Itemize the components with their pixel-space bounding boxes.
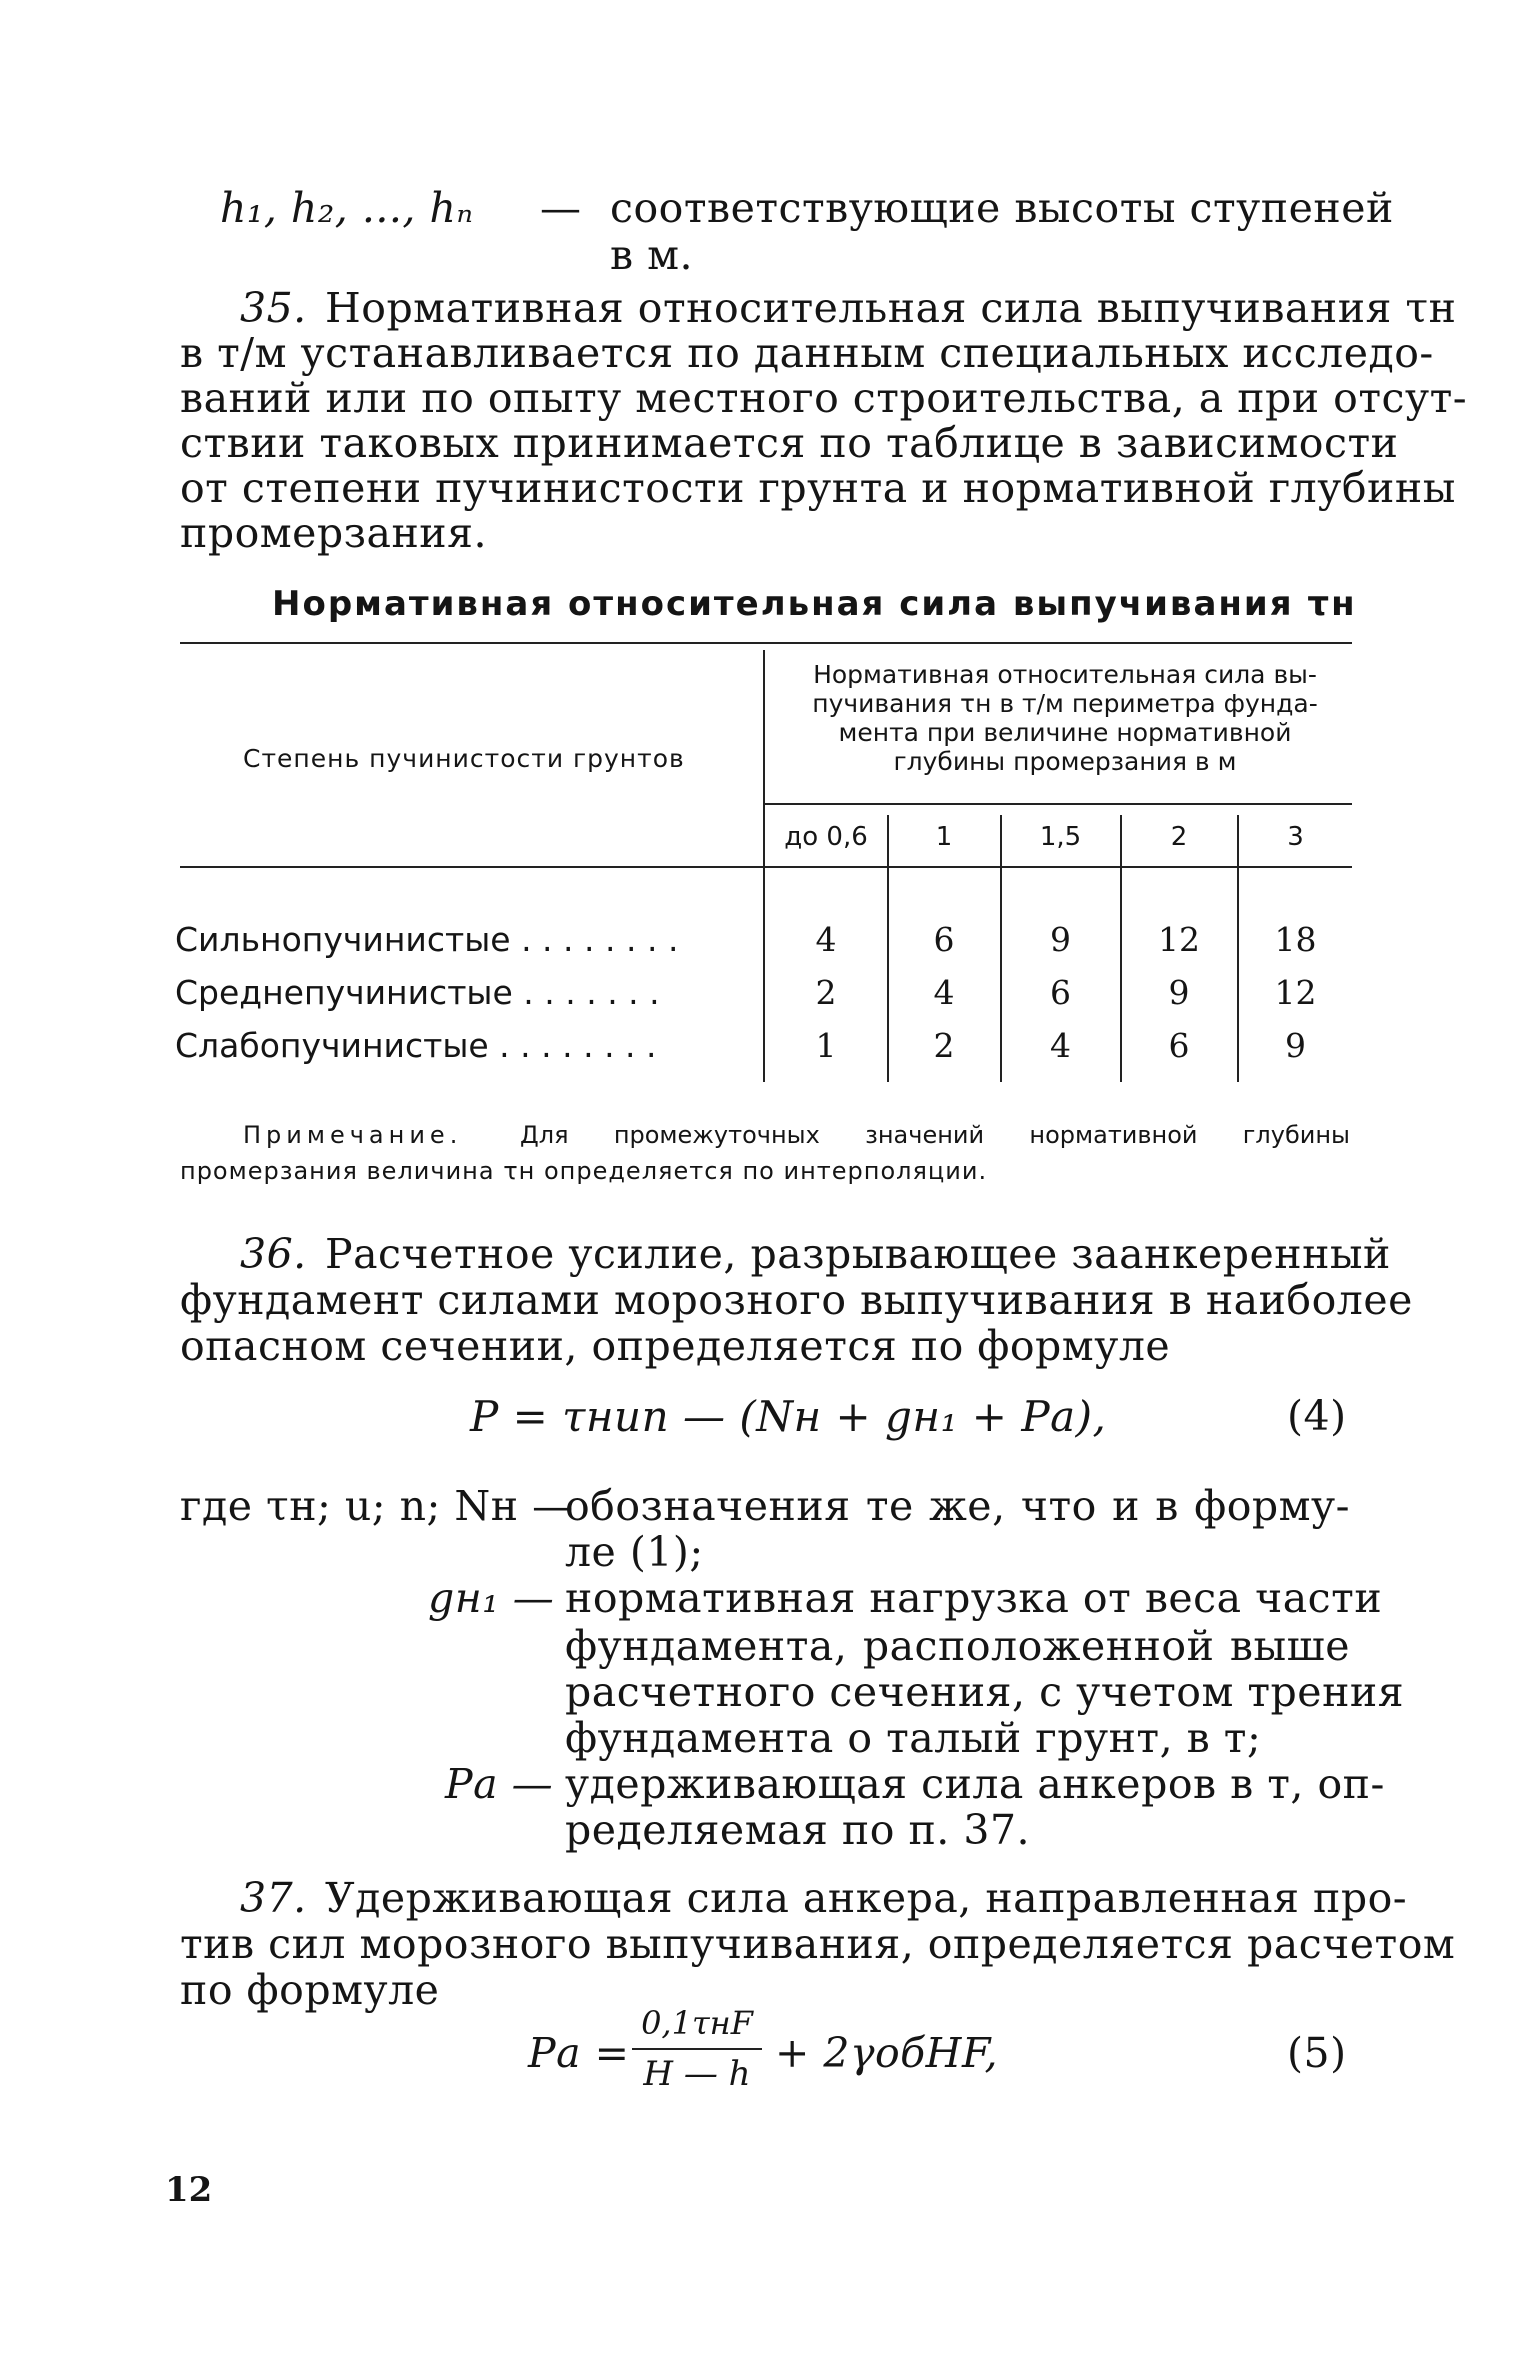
table-cell: 4 xyxy=(933,973,955,1012)
where-def1: ле (1); xyxy=(565,1528,704,1576)
table-cell: 2 xyxy=(815,973,837,1012)
table-row-label: Сильнопучинистые . . . . . . . . xyxy=(175,920,679,959)
table-cell: 1 xyxy=(815,1026,837,1065)
table-caption: Нормативная относительная сила выпучивания τн xyxy=(272,584,1357,624)
where-sym2: gн₁ — xyxy=(428,1574,555,1622)
table-cell: 6 xyxy=(933,920,955,959)
table-note-label: Примечание. xyxy=(243,1121,463,1149)
table-cell: 6 xyxy=(1050,973,1071,1012)
para35-line: Нормативная относительная сила выпучивания τн xyxy=(325,284,1457,332)
table-cell: 12 xyxy=(1274,973,1317,1012)
table-cell: 18 xyxy=(1274,920,1317,959)
where-def1: обозначения те же, что и в форму- xyxy=(565,1482,1350,1530)
para35-line: в т/м устанавливается по данным специальных исследо- xyxy=(180,329,1434,377)
table-note-line: Для промежуточных значений нормативной глубины xyxy=(520,1121,1350,1149)
formula-4-number: (4) xyxy=(1287,1392,1347,1440)
page-number: 12 xyxy=(165,2170,213,2210)
where-def3: ределяемая по п. 37. xyxy=(565,1806,1031,1854)
where-def2: фундамента, расположенной выше xyxy=(565,1622,1350,1670)
para37-line: Удерживающая сила анкера, направленная про- xyxy=(325,1874,1408,1922)
formula-5-number: (5) xyxy=(1287,2029,1347,2077)
def-symbol: h₁, h₂, ..., hₙ xyxy=(220,184,474,232)
table-note-line: промерзания величина τн определяется по интерполяции. xyxy=(180,1157,988,1185)
table-cell: 12 xyxy=(1158,920,1200,959)
where-def2: фундамента о талый грунт, в т; xyxy=(565,1714,1262,1762)
table-divider xyxy=(763,650,765,1082)
table-row-label: Слабопучинистые . . . . . . . . xyxy=(175,1026,657,1065)
para37-number: 37. xyxy=(240,1874,307,1922)
fraction-bar xyxy=(632,2048,762,2050)
where-sym3: Pа — xyxy=(445,1760,554,1808)
where-def3: удерживающая сила анкеров в т, оп- xyxy=(565,1760,1385,1808)
table-col-header: 1 xyxy=(935,822,953,852)
para35-line: промерзания. xyxy=(180,509,488,557)
table-header-rule xyxy=(180,866,1352,868)
table-cell: 9 xyxy=(1050,920,1071,959)
table-subheader-rule xyxy=(765,803,1352,805)
table-col-header: 1,5 xyxy=(1039,822,1082,852)
table-cell: 4 xyxy=(815,920,837,959)
formula-5-denominator: H — h xyxy=(643,2054,751,2094)
where-def2: нормативная нагрузка от веса части xyxy=(565,1574,1383,1622)
para35-line: от степени пучинистости грунта и нормативной глубины xyxy=(180,464,1456,512)
para36-line: Расчетное усилие, разрывающее заанкеренный xyxy=(325,1230,1391,1278)
para35-line: ствии таковых принимается по таблице в зависимости xyxy=(180,419,1399,467)
table-cell: 4 xyxy=(1050,1026,1071,1065)
para37-line: тив сил морозного выпучивания, определяется расчетом xyxy=(180,1920,1456,1968)
def-line2: в м. xyxy=(610,231,694,279)
def-line1: соответствующие высоты ступеней xyxy=(610,184,1394,232)
where-def2: расчетного сечения, с учетом трения xyxy=(565,1668,1405,1716)
table-row-label: Среднепучинистые . . . . . . . xyxy=(175,973,660,1012)
formula-5-lhs: Pа = xyxy=(528,2029,630,2077)
formula-4: P = τнun — (Nн + gн₁ + Pа), xyxy=(470,1392,1107,1441)
table-top-rule xyxy=(180,642,1352,644)
para35-line: ваний или по опыту местного строительства, а при отсут- xyxy=(180,374,1468,422)
para35-number: 35. xyxy=(240,284,307,332)
table-cell: 9 xyxy=(1285,1026,1306,1065)
table-col-header: до 0,6 xyxy=(784,822,868,852)
table-col-header: 2 xyxy=(1170,822,1188,852)
table-group-header: Нормативная относительная сила вы- пучивания τн в т/м периметра фунда- мента при величине нормативной глубины промерзания в м xyxy=(812,660,1318,776)
formula-5-rest: + 2γобHF, xyxy=(775,2029,999,2077)
where-intro: где τн; u; n; Nн — xyxy=(180,1482,574,1530)
para36-line: опасном сечении, определяется по формуле xyxy=(180,1322,1171,1370)
formula-5-numerator: 0,1τнF xyxy=(641,2004,753,2042)
table-cell: 2 xyxy=(933,1026,955,1065)
para36-line: фундамент силами морозного выпучивания в наиболее xyxy=(180,1276,1413,1324)
table-col-header: 3 xyxy=(1287,822,1304,852)
table-cell: 6 xyxy=(1168,1026,1190,1065)
table-cell: 9 xyxy=(1168,973,1190,1012)
para36-number: 36. xyxy=(240,1230,307,1278)
def-dash: — xyxy=(540,184,582,232)
table-row-header: Степень пучинистости грунтов xyxy=(243,744,685,773)
para37-line: по формуле xyxy=(180,1966,440,2014)
